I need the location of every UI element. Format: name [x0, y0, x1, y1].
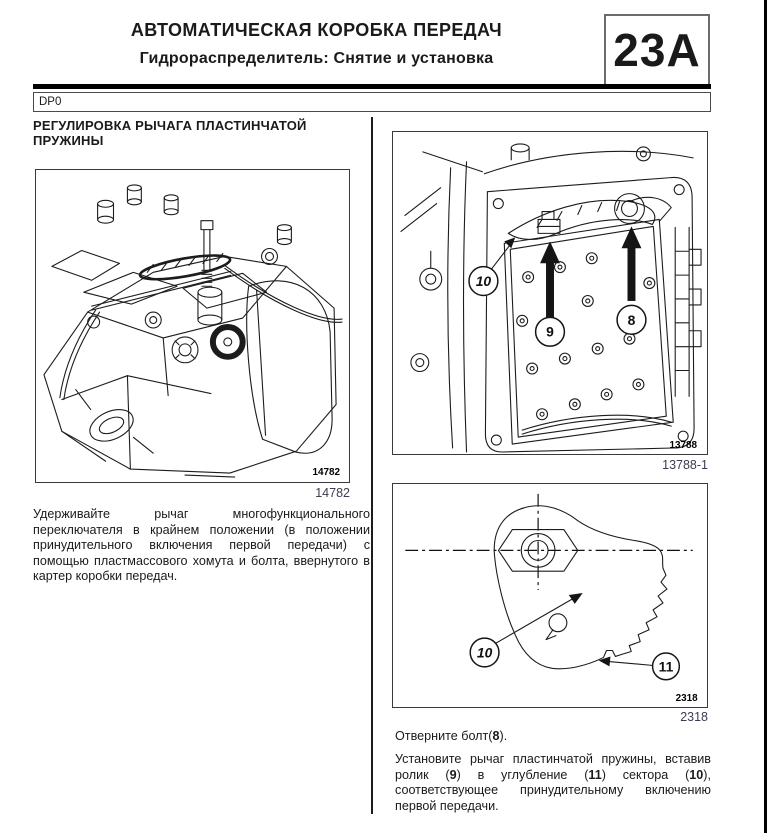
callout-10-sector: 10: [476, 644, 493, 661]
header-rule: [33, 84, 711, 89]
section-heading-line2: ПРУЖИНЫ: [33, 133, 104, 148]
instruction-step-2: Установите рычаг пластинчатой пружины, вставив ролик (9) в углубление (11) сектора (10), соответствующее принудительному включению первой передачи.: [395, 752, 711, 813]
callout-10: 10: [475, 273, 492, 290]
section-heading-line1: РЕГУЛИРОВКА РЫЧАГА ПЛАСТИНЧАТОЙ: [33, 118, 307, 133]
figure-valve-body-inner-label: 13788: [669, 440, 698, 452]
callout-8: 8: [627, 311, 636, 328]
page-subtitle: Гидрораспределитель: Снятие и установка: [139, 50, 494, 67]
section-code-box: [604, 14, 710, 86]
figure-valve-body-caption: 13788-1: [662, 458, 708, 472]
callout-11: 11: [658, 658, 674, 675]
figure-gearbox-caption: 14782: [315, 486, 350, 500]
figure-gearbox-frame: [35, 169, 350, 483]
instruction-paragraph-left: Удерживайте рычаг многофункционального переключателя в крайнем положении (в положении принудительного включения первой передачи) с помощью пластмассового хомута и болта, ввернутого в картер коробки передач.: [33, 507, 370, 584]
figure-sector-frame: [392, 483, 708, 708]
figure-sector-caption: 2318: [680, 710, 708, 724]
variant-code: DP0: [39, 96, 62, 108]
variant-code-bar: [33, 92, 711, 112]
figure-sector-inner-label: 2318: [675, 693, 698, 705]
gearbox-illustration: [36, 170, 349, 482]
sector-plate-illustration: [393, 484, 707, 707]
section-heading: [33, 118, 363, 148]
section-code: 23A: [613, 24, 701, 76]
valve-body-illustration: [393, 132, 707, 454]
figure-valve-body-frame: [392, 131, 708, 455]
callout-9: 9: [546, 323, 554, 340]
page-right-border: [764, 0, 767, 833]
instruction-step-1: Отверните болт(8).: [395, 729, 508, 743]
column-divider: [371, 117, 373, 814]
page-title: АВТОМАТИЧЕСКАЯ КОРОБКА ПЕРЕДАЧ: [130, 20, 503, 40]
figure-gearbox-inner-label: 14782: [312, 467, 341, 479]
